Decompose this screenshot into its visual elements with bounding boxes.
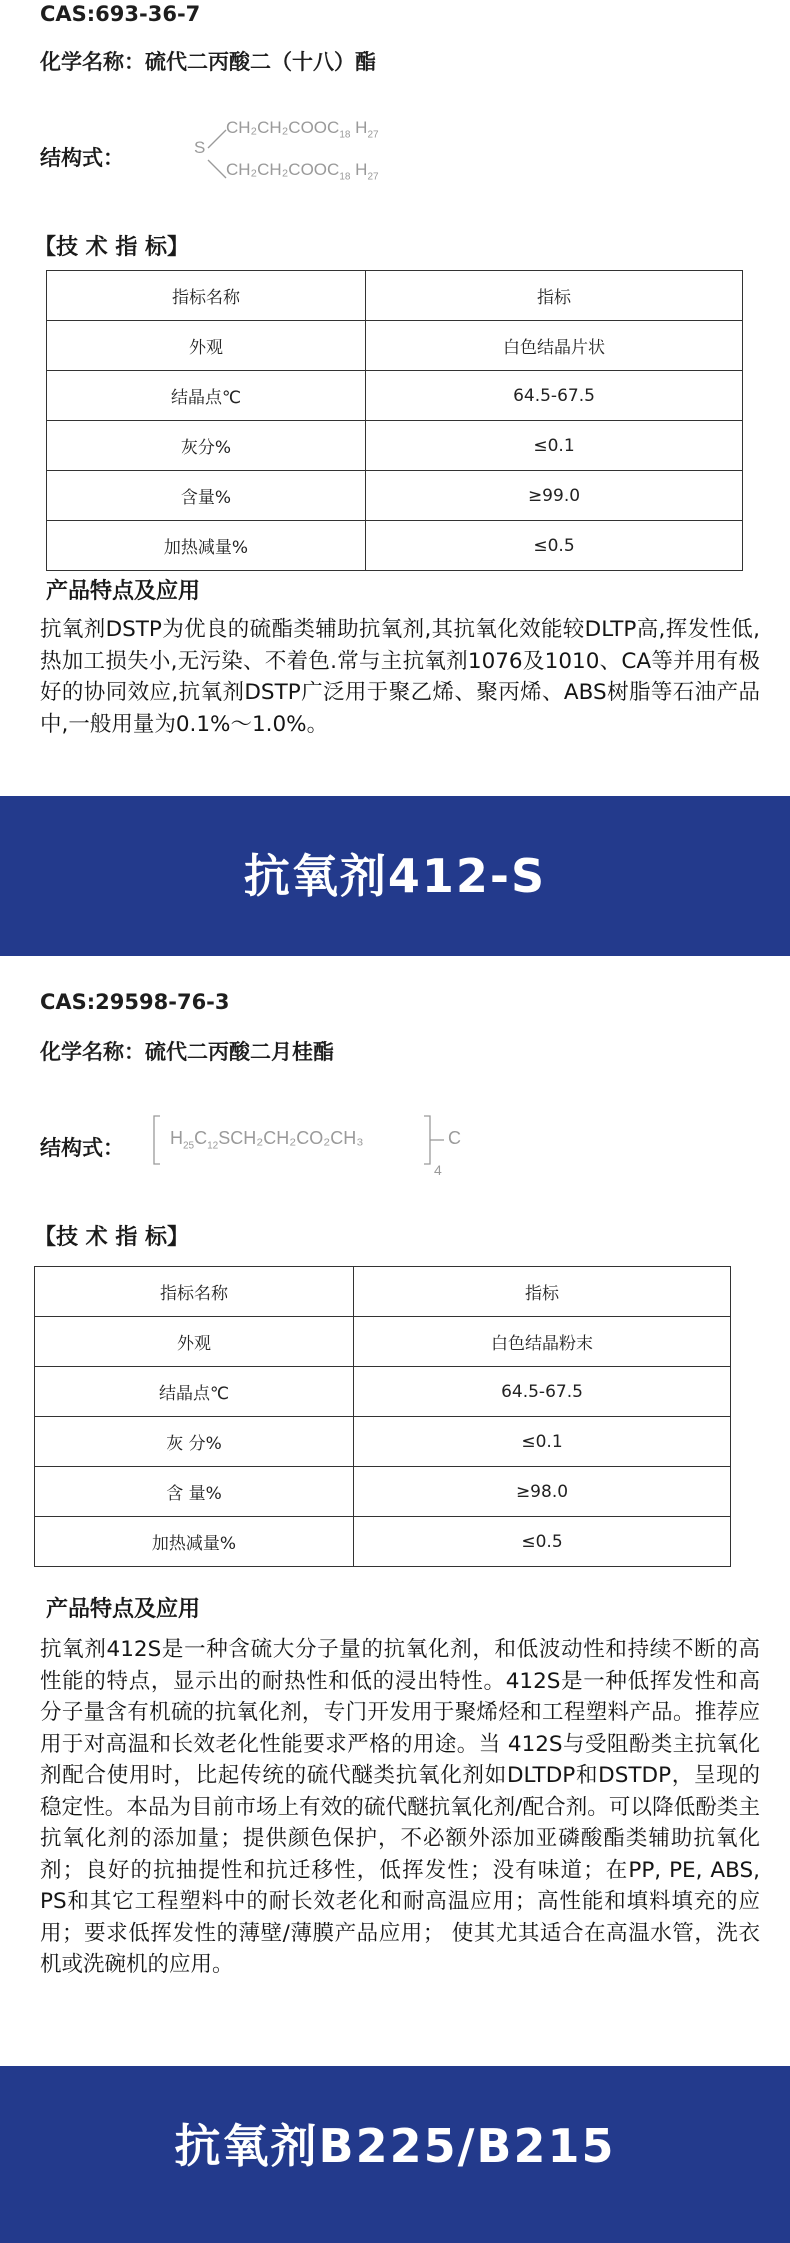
spec-title: 【技 术 指 标】 (34, 1225, 189, 1250)
table-cell: 含量% (47, 471, 366, 521)
table-cell: 64.5-67.5 (366, 371, 743, 421)
table-cell: ≤0.1 (366, 421, 743, 471)
formula-branch-top: $CH_2CH_2COOC_{18}$ $H_{27}$ (226, 118, 379, 141)
table-cell: 灰 分% (35, 1417, 354, 1467)
table-row (47, 421, 743, 471)
formula-central-atom: C (448, 1128, 461, 1148)
table-row (35, 1417, 731, 1467)
table-cell: ≥99.0 (366, 471, 743, 521)
spec-table (46, 270, 743, 571)
structure-label: 结构式： (40, 146, 124, 170)
table-cell: 外观 (47, 321, 366, 371)
structure-label: 结构式： (40, 1136, 124, 1160)
table-cell: 64.5-67.5 (354, 1367, 731, 1417)
features-title: 产品特点及应用 (46, 1597, 201, 1622)
table-cell: 灰分% (47, 421, 366, 471)
spec-table (34, 1266, 731, 1567)
table-cell: 外观 (35, 1317, 354, 1367)
product-banner-b225: 抗氧剂B225/B215 (0, 2066, 790, 2243)
product-banner-412s: 抗氧剂412-S (0, 796, 790, 956)
table-row (35, 1367, 731, 1417)
table-row (35, 1317, 731, 1367)
features-paragraph: 抗氧剂412S是一种含硫大分子量的抗氧化剂，和低波动性和持续不断的高性能的特点，显示出的耐热性和低的浸出特性。412S是一种低挥发性和高分子量含有机硫的抗氧化剂，专门开发用于聚烯烃和工程塑料产品。推荐应用于对高温和长效老化性能要求严格的用途。当 412S与受阻酚类主抗氧化剂配合使用时，比起传统的硫代醚类抗氧化剂如DLTDP和DSTDP，呈现的稳定性。本品为目前市场上有效的硫代醚抗氧化剂/配合剂。可以降低酚类主抗氧化剂的添加量；提供颜色保护，不必额外添加亚磷酸酯类辅助抗氧化剂；良好的抗抽提性和抗迁移性，低挥发性；没有味道；在PP, PE, ABS, PS和其它工程塑料中的耐长效老化和耐高温应用；高性能和填料填充的应用；要求低挥发性的薄壁/薄膜产品应用； 使其尤其适合在高温水管，洗衣机或洗碗机的应用。 (40, 1637, 761, 1977)
table-row (47, 371, 743, 421)
structure-formula (190, 114, 430, 190)
table-header-cell: 指标 (366, 271, 743, 321)
formula-repeat-unit: $H_{25}C_{12}SCH_2CH_2CO_2CH_3$ (170, 1128, 364, 1152)
cas-number: CAS:693-36-7 (40, 2, 201, 26)
features-title: 产品特点及应用 (46, 579, 201, 604)
table-header-row (47, 271, 743, 321)
table-cell: ≤0.5 (354, 1517, 731, 1567)
table-cell: 结晶点℃ (47, 371, 366, 421)
features-paragraph: 抗氧剂DSTP为优良的硫酯类辅助抗氧剂,其抗氧化效能较DLTP高,挥发性低,热加工损失小,无污染、不着色.常与主抗氧剂1076及1010、CA等并用有极好的协同效应,抗氧剂DSTP广泛用于聚乙烯、聚丙烯、ABS树脂等石油产品中,一般用量为0.1%～1.0%。 (40, 617, 760, 737)
table-cell: ≤0.1 (354, 1417, 731, 1467)
sulfur-atom: S (194, 138, 206, 157)
chemical-name: 化学名称：硫代二丙酸二月桂酯 (40, 1040, 334, 1064)
table-cell: 结晶点℃ (35, 1367, 354, 1417)
cas-number: CAS:29598-76-3 (40, 990, 230, 1014)
table-cell: 含 量% (35, 1467, 354, 1517)
table-row (47, 471, 743, 521)
structure-formula (150, 1108, 490, 1188)
table-row (35, 1467, 731, 1517)
chemical-name: 化学名称：硫代二丙酸二（十八）酯 (40, 50, 376, 74)
table-header-cell: 指标名称 (35, 1267, 354, 1317)
table-row (35, 1517, 731, 1567)
table-header-row (35, 1267, 731, 1317)
table-row (47, 321, 743, 371)
table-cell: 加热减量% (35, 1517, 354, 1567)
table-cell: ≤0.5 (366, 521, 743, 571)
formula-multiplier: 4 (434, 1162, 442, 1178)
table-header-cell: 指标名称 (47, 271, 366, 321)
table-cell: ≥98.0 (354, 1467, 731, 1517)
table-row (47, 521, 743, 571)
formula-branch-bottom: $CH_2CH_2COOC_{18}$ $H_{27}$ (226, 160, 379, 183)
table-cell: 白色结晶粉末 (354, 1317, 731, 1367)
table-header-cell: 指标 (354, 1267, 731, 1317)
spec-title: 【技 术 指 标】 (34, 235, 189, 260)
table-cell: 白色结晶片状 (366, 321, 743, 371)
table-cell: 加热减量% (47, 521, 366, 571)
